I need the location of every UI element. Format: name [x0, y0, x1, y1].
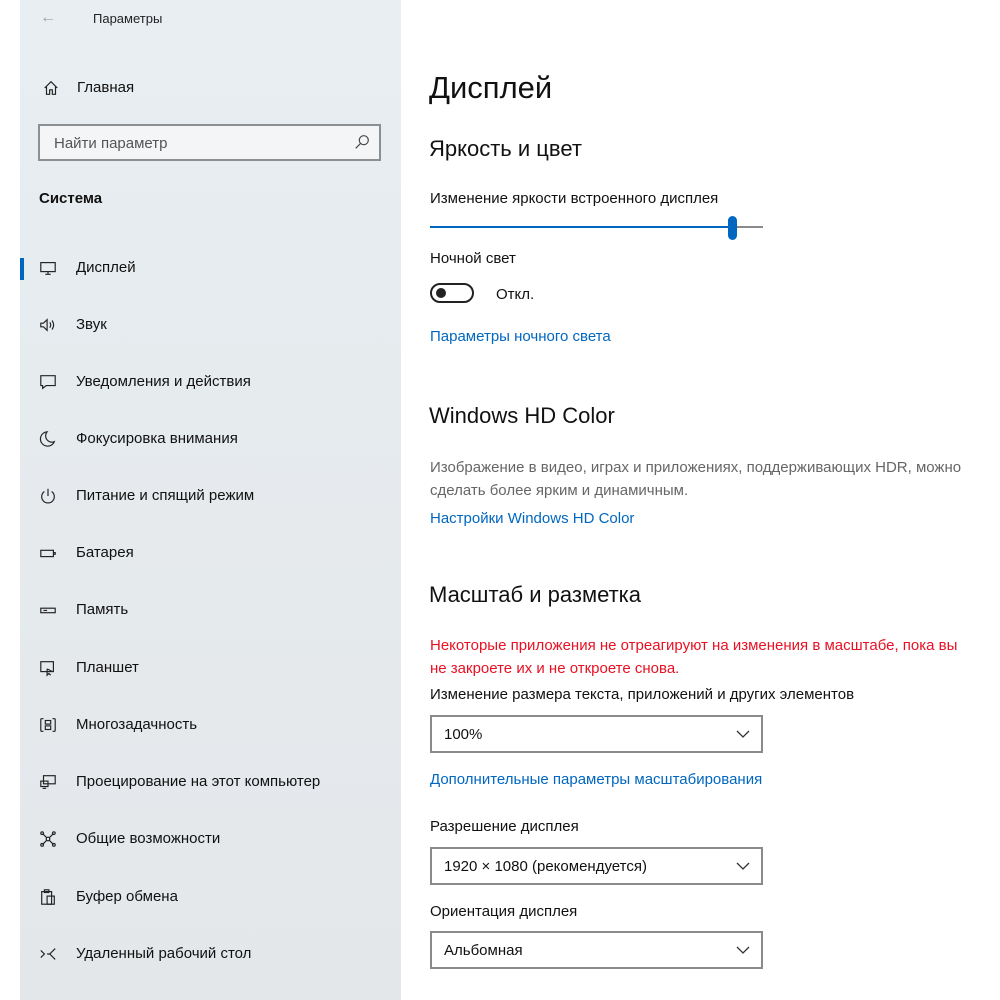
brightness-slider[interactable]: [430, 216, 763, 240]
orientation-label: Ориентация дисплея: [430, 903, 578, 920]
sidebar-item-label: Питание и спящий режим: [76, 487, 255, 504]
sidebar-item-label: Уведомления и действия: [76, 373, 251, 390]
sidebar-item-projecting[interactable]: [20, 762, 401, 802]
back-arrow-icon[interactable]: ←: [40, 9, 56, 26]
orientation-dropdown[interactable]: [430, 931, 763, 969]
sidebar-item-shared-experiences[interactable]: [20, 819, 401, 859]
scale-heading: Масштаб и разметка: [429, 582, 641, 607]
section-title: Система: [39, 190, 103, 207]
sidebar-item-storage[interactable]: [20, 590, 401, 630]
scale-value: 100%: [444, 726, 483, 743]
scale-warning: Некоторые приложения не отреагируют на изменения в масштабе, пока вы не закроете их и не откроете снова.: [430, 637, 958, 677]
resolution-dropdown[interactable]: [430, 847, 763, 885]
night-light-label: Ночной свет: [430, 250, 516, 267]
chevron-down-icon: [735, 726, 751, 742]
slider-thumb[interactable]: [728, 216, 737, 240]
sidebar-item-clipboard[interactable]: [20, 877, 401, 917]
sidebar-item-label: Буфер обмена: [76, 888, 178, 905]
search-icon[interactable]: [353, 133, 371, 151]
sidebar-item-power[interactable]: [20, 476, 401, 516]
sidebar-item-label: Фокусировка внимания: [76, 430, 238, 447]
chevron-down-icon: [735, 942, 751, 958]
advanced-scaling-link[interactable]: Дополнительные параметры масштабирования: [430, 771, 763, 788]
speaker-icon: [37, 314, 59, 336]
power-icon: [37, 485, 59, 507]
shared-experiences-icon: [37, 828, 59, 850]
projecting-icon: [37, 771, 59, 793]
sidebar-item-display[interactable]: [20, 248, 401, 288]
sidebar-item-multitasking[interactable]: [20, 705, 401, 745]
search-placeholder: Найти параметр: [54, 135, 168, 152]
sidebar-item-label: Память: [76, 601, 129, 618]
sidebar-home[interactable]: [38, 76, 378, 100]
storage-icon: [37, 599, 59, 621]
sidebar-item-sound[interactable]: [20, 305, 401, 345]
sidebar-item-label: Звук: [76, 316, 107, 333]
sidebar-item-label: Батарея: [76, 544, 134, 561]
window-title: Параметры: [93, 11, 163, 26]
moon-icon: [37, 428, 59, 450]
night-light-settings-link[interactable]: Параметры ночного света: [430, 328, 611, 345]
sidebar-item-label: Удаленный рабочий стол: [76, 945, 252, 962]
toggle-knob: [436, 288, 446, 298]
resolution-label: Разрешение дисплея: [430, 818, 579, 835]
brightness-heading: Яркость и цвет: [429, 136, 582, 161]
tablet-icon: [37, 657, 59, 679]
night-light-toggle[interactable]: [430, 283, 474, 303]
search-input[interactable]: [38, 124, 381, 161]
orientation-value: Альбомная: [444, 942, 523, 959]
home-icon: [40, 77, 62, 99]
notification-icon: [37, 371, 59, 393]
resolution-value: 1920 × 1080 (рекомендуется): [444, 858, 647, 875]
hd-color-description: Изображение в видео, играх и приложениях, поддерживающих HDR, можно сделать более ярким и динамичным.: [430, 459, 962, 499]
sidebar-item-tablet[interactable]: [20, 648, 401, 688]
scale-dropdown[interactable]: [430, 715, 763, 753]
slider-fill: [430, 226, 733, 228]
battery-icon: [37, 542, 59, 564]
chevron-down-icon: [735, 858, 751, 874]
monitor-icon: [37, 257, 59, 279]
sidebar-home-label: Главная: [77, 79, 135, 96]
brightness-label: Изменение яркости встроенного дисплея: [430, 190, 719, 207]
night-light-state: Откл.: [496, 286, 535, 303]
hd-color-heading: Windows HD Color: [429, 403, 615, 428]
multitasking-icon: [37, 714, 59, 736]
hd-color-settings-link[interactable]: Настройки Windows HD Color: [430, 510, 635, 527]
sidebar-item-label: Планшет: [76, 659, 139, 676]
sidebar-item-battery[interactable]: [20, 533, 401, 573]
sidebar-item-label: Многозадачность: [76, 716, 198, 733]
sidebar-item-label: Проецирование на этот компьютер: [76, 773, 321, 790]
sidebar-item-label: Дисплей: [76, 259, 136, 276]
remote-desktop-icon: [37, 943, 59, 965]
sidebar-item-remote-desktop[interactable]: [20, 934, 401, 974]
sidebar-item-focus-assist[interactable]: [20, 419, 401, 459]
page-title: Дисплей: [429, 70, 553, 105]
sidebar-item-label: Общие возможности: [76, 830, 221, 847]
sidebar-item-notifications[interactable]: [20, 362, 401, 402]
scale-label: Изменение размера текста, приложений и других элементов: [430, 686, 855, 703]
clipboard-icon: [37, 886, 59, 908]
